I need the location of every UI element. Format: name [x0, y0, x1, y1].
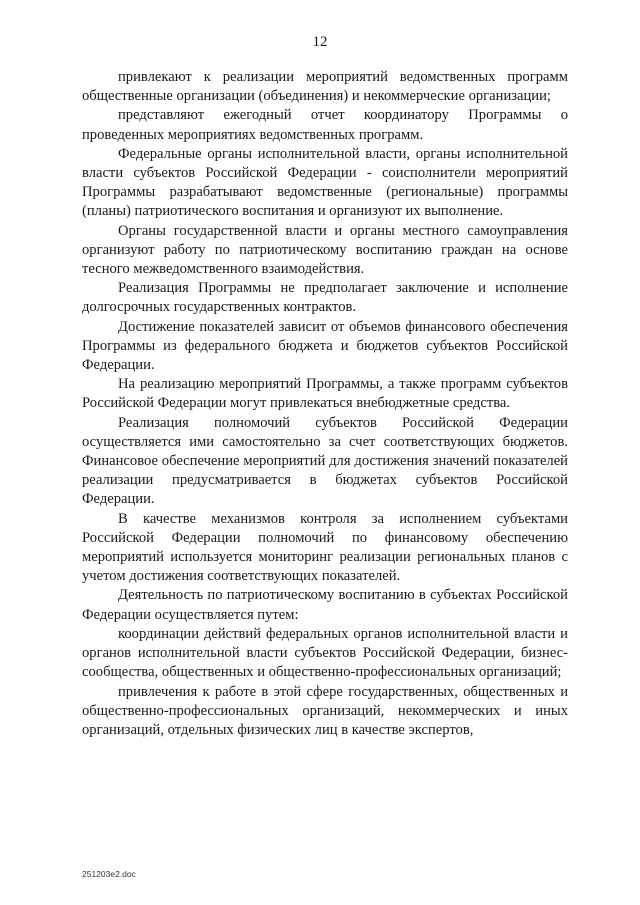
paragraph: Достижение показателей зависит от объемов финансового обеспечения Программы из федерального бюджета и бюджетов субъектов Российской Федерации. [82, 318, 568, 374]
paragraph: Реализация полномочий субъектов Российской Федерации осуществляется ими самостоятельно за счет соответствующих бюджетов. Финансовое обеспечение мероприятий для достижения значений показателей реализации предусматривается в бюджетах субъектов Российской Федерации. [82, 414, 568, 508]
paragraph: координации действий федеральных органов исполнительной власти и органов исполнительной власти субъектов Российской Федерации, бизнес-сообщества, общественных и общественно-профессиональных организаций; [82, 625, 568, 681]
paragraph: представляют ежегодный отчет координатору Программы о проведенных мероприятиях ведомственных программ. [82, 107, 568, 143]
paragraph: привлечения к работе в этой сфере государственных, общественных и общественно-профессиональных организаций, некоммерческих и иных организаций, отдельных физических лиц в качестве экспертов, [82, 683, 568, 738]
paragraph: На реализацию мероприятий Программы, а также программ субъектов Российской Федерации могут привлекаться внебюджетные средства. [82, 376, 568, 412]
paragraph: Реализация Программы не предполагает заключение и исполнение долгосрочных государственных контрактов. [82, 280, 568, 316]
paragraph: В качестве механизмов контроля за исполнением субъектами Российской Федерации полномочий по финансовому обеспечению мероприятий используется мониторинг реализации региональных планов с учетом достижения соответствующих показателей. [82, 510, 568, 585]
document-body [82, 68, 568, 740]
paragraph: Деятельность по патриотическому воспитанию в субъектах Российской Федерации осуществляется путем: [82, 587, 568, 623]
page-number: 12 [312, 34, 328, 50]
paragraph: Федеральные органы исполнительной власти, органы исполнительной власти субъектов Российской Федерации - соисполнители мероприятий Программы разрабатывают ведомственные (региональные) программы (планы) патриотического воспитания и организуют их выполнение. [82, 145, 568, 220]
document-file-code: 251203e2.doc [82, 869, 136, 879]
paragraph: Органы государственной власти и органы местного самоуправления организуют работу по патриотическому воспитанию граждан на основе тесного межведомственного взаимодействия. [82, 222, 568, 278]
paragraph: привлекают к реализации мероприятий ведомственных программ общественные организации (объединения) и некоммерческие организации; [82, 69, 568, 105]
